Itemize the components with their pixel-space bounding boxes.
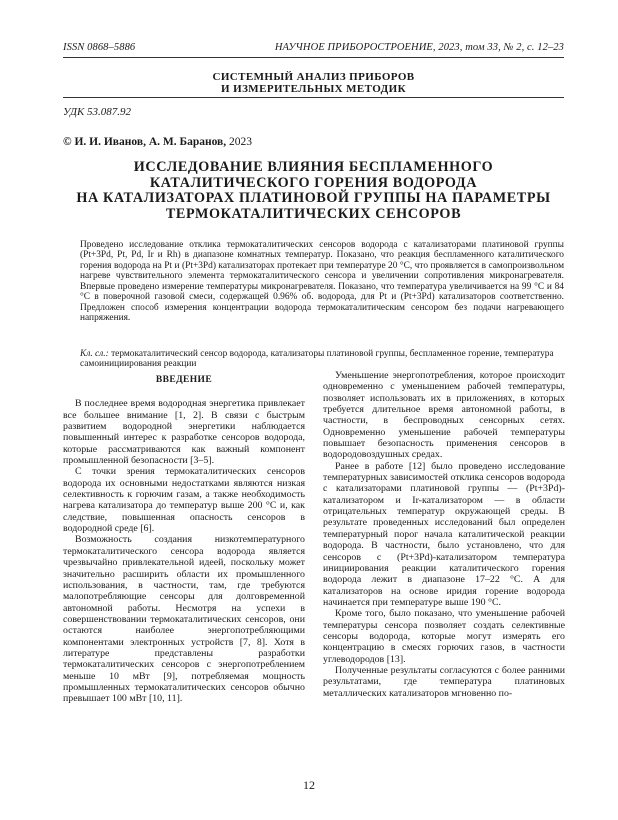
header-rule — [63, 57, 564, 58]
section-title-line-1: СИСТЕМНЫЙ АНАЛИЗ ПРИБОРОВ — [212, 71, 415, 83]
abstract: Проведено исследование отклика термокаталитических сенсоров водорода с катализаторами платиновой группы (Pt+3Pd, Pt, Pd, Ir и Rh) в диапазоне комнатных температур. Показано, что реакция беспламенного каталитического горения водорода на Pt и (Pt+3Pd) катализаторах протекает при температуре 20 °С, что проявляется в самопроизвольном нагреве чувствительного элемента термокаталитического сенсора и увеличении сопротивления микронагревателя. Впервые проведено измерение температуры микронагревателя. Показано, что температура увеличивается на 99 °С и 84 °С в поверочной газовой смеси, содержащей 0.96% об. водорода, для Pt и (Pt+3Pd) катализаторов соответственно. Предложен способ измерения концентрации водорода термокаталитическим сенсором без подачи нагревающего напряжения. — [80, 240, 564, 324]
paragraph: Уменьшение энергопотребления, которое происходит одновременно с уменьшением рабочей температуры, позволяет использовать их в приложениях, в которых требуется длительное время автономной работы, в частности, в беспроводных сенсорных сетях. Одновременно уменьшение рабочей температуры повышает безопасность применения сенсоров в водородовоздушных средах. — [323, 370, 565, 461]
title-line-1: ИССЛЕДОВАНИЕ ВЛИЯНИЯ БЕСПЛАМЕННОГО — [133, 159, 494, 175]
paragraph: Ранее в работе [12] было проведено исследование температурных зависимостей отклика сенсоров водорода с катализаторами платиновой группы — (Pt+3Pd)-катализатором и Ir-катализатором — в области отрицательных температур окружающей среды. В результате проведенных исследований был определен температурный порог начала каталитической реакции водорода. В частности, было установлено, что для сенсоров с (Pt+3Pd)-катализатором температура инициирования реакции каталитического горения водорода лежит в диапазоне 17–22 °С. А для катализаторов на основе иридия горение водорода начинается при температуре выше 190 °С. — [323, 460, 565, 608]
section-title-line-2: И ИЗМЕРИТЕЛЬНЫХ МЕТОДИК — [221, 83, 406, 95]
section-rule — [63, 97, 564, 98]
keywords-text: термокаталитический сенсор водорода, катализаторы платиновой группы, беспламенное горение, температура самоинициирования реакции — [80, 349, 554, 370]
journal-citation: НАУЧНОЕ ПРИБОРОСТРОЕНИЕ, 2023, том 33, № 2, c. 12–23 — [274, 42, 564, 53]
author-names: И. И. Иванов, А. М. Баранов, — [74, 136, 227, 148]
paragraph: С точки зрения термокаталитических сенсоров водорода их основными недостатками являются низкая селективность к горючим газам, а также необходимость нагрева катализатора до температур выше 200 °С и, как следствие, повышенная опасность сенсоров в водородной среде [6]. — [63, 466, 305, 535]
paragraph: Полученные результаты согласуются с более ранними результатами, где температура платиновых металлических катализаторов мгновенно по- — [323, 664, 565, 699]
left-column — [63, 375, 305, 705]
paragraph: Кроме того, было показано, что уменьшение рабочей температуры сенсора позволяет создать селективные сенсоры водорода, которые могут измерять его концентрацию в смесях горючих газов, в частности углеводородов [13]. — [323, 608, 565, 665]
paragraph: В последнее время водородная энергетика привлекает все большее внимание [1, 2]. В связи с быстрым развитием водородной энергетики наблюдается повышенный интерес к разработке сенсоров водорода, которые рассматриваются как важный компонент промышленной безопасности [3–5]. — [63, 398, 305, 467]
article-title — [63, 160, 564, 223]
introduction-heading: ВВЕДЕНИЕ — [155, 375, 213, 385]
copyright-icon: © — [63, 136, 72, 148]
udk-code: УДК 53.087.92 — [63, 106, 132, 118]
title-line-3: НА КАТАЛИЗАТОРАХ ПЛАТИНОВОЙ ГРУППЫ НА ПАРАМЕТРЫ — [76, 190, 551, 207]
publication-year: 2023 — [229, 136, 253, 148]
journal-issn: ISSN 0868–5886 — [63, 42, 136, 53]
right-column — [323, 370, 565, 699]
section-title — [63, 71, 564, 95]
authors-line — [63, 136, 252, 148]
keywords — [80, 349, 564, 370]
keywords-label: Кл. сл.: — [80, 349, 109, 359]
paragraph: Возможность создания низкотемпературного термокаталитического сенсора водорода является чрезвычайно привлекательной идеей, поскольку может значительно расширить области их промышленного использования, в частности, там, где требуются малопотребляющие сенсоры для долговременной автономной работы. Несмотря на успехи в совершенствовании термокаталитических сенсоров, они остаются наиболее энергопотребляющими компонентами электронных устройств [7, 8]. Хотя в литературе представлены разработки термокаталитических сенсоров с энергопотреблением меньше 10 мВт [9], потребляемая мощность промышленных термокаталитических сенсоров обычно превышает 100 мВт [10, 11]. — [63, 534, 305, 705]
title-line-4: ТЕРМОКАТАЛИТИЧЕСКИХ СЕНСОРОВ — [165, 206, 462, 223]
page-number: 12 — [303, 778, 315, 792]
title-line-2: КАТАЛИТИЧЕСКОГО ГОРЕНИЯ ВОДОРОДА — [149, 174, 478, 191]
